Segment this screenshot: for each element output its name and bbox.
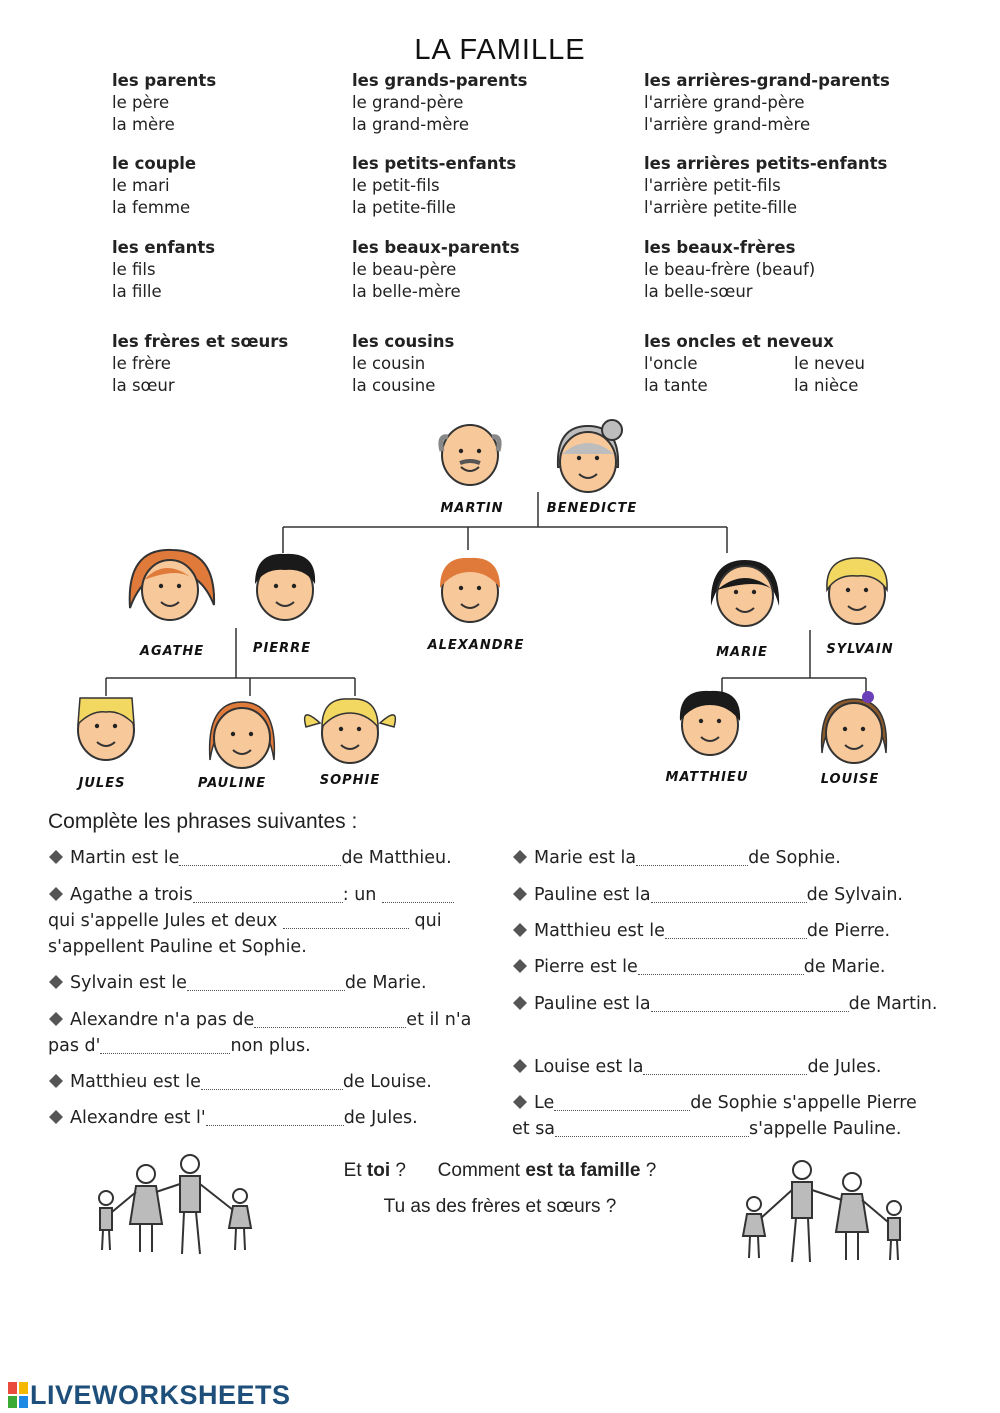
sentence-text: Pauline est la	[534, 994, 651, 1014]
question-word: famille	[580, 1160, 641, 1181]
vocab-word: le neveu	[794, 354, 865, 373]
matthieu-face-icon	[680, 691, 740, 755]
diamond-bullet-icon	[48, 1073, 64, 1089]
diamond-bullet-icon	[512, 1058, 528, 1074]
martin-face-icon	[441, 425, 499, 485]
answer-blank[interactable]	[254, 1009, 406, 1028]
vocab-word: le mari	[112, 176, 170, 195]
question-word: ta	[558, 1160, 575, 1181]
vocab-word: le frère	[112, 354, 171, 373]
vocab-word: la cousine	[352, 376, 436, 395]
name-agathe: AGATHE	[139, 644, 205, 659]
name-sylvain: SYLVAIN	[826, 642, 894, 657]
sentence-r2	[512, 882, 903, 908]
sentence-text: pas d'	[48, 1036, 101, 1056]
name-marie: MARIE	[716, 645, 768, 660]
vocab-word: la grand-mère	[352, 115, 469, 134]
agathe-face-icon	[130, 550, 214, 620]
sentence-text: Alexandre est l'	[70, 1108, 206, 1128]
vocab-arrieres-petits-enfants	[644, 153, 887, 219]
answer-blank[interactable]	[206, 1107, 344, 1126]
sentence-text: Le	[534, 1093, 555, 1113]
answer-blank[interactable]	[187, 972, 345, 991]
answer-blank[interactable]	[554, 1092, 690, 1111]
vocab-heading: les beaux-frères	[644, 238, 796, 257]
vocab-heading: les beaux-parents	[352, 238, 520, 257]
sentence-text: Pierre est le	[534, 957, 638, 977]
sentence-text: et il n'a	[406, 1010, 472, 1030]
sentence-text: qui	[414, 911, 442, 931]
diamond-bullet-icon	[48, 886, 64, 902]
sentence-text: et sa	[512, 1119, 556, 1139]
vocab-heading: les frères et sœurs	[112, 332, 289, 351]
sentence-r4	[512, 954, 885, 980]
logo-mark-icon	[8, 1382, 28, 1408]
diamond-bullet-icon	[512, 886, 528, 902]
question-word: ?	[395, 1160, 406, 1181]
answer-blank[interactable]	[179, 847, 341, 866]
vocab-word: l'arrière grand-père	[644, 93, 805, 112]
name-pauline: PAULINE	[197, 776, 267, 791]
answer-blank[interactable]	[643, 1056, 807, 1075]
sentence-6	[48, 1105, 418, 1131]
diamond-bullet-icon	[512, 995, 528, 1011]
vocab-cousins	[352, 331, 454, 397]
sentence-text: de Pierre.	[806, 921, 891, 941]
sentence-text: Martin est le	[70, 848, 180, 868]
jules-face-icon	[78, 698, 134, 760]
vocab-freres-soeurs	[112, 331, 288, 397]
sentence-text: Agathe a trois	[70, 885, 193, 905]
diamond-bullet-icon	[512, 958, 528, 974]
answer-blank[interactable]	[382, 884, 454, 903]
vocab-heading: les arrières petits-enfants	[644, 154, 888, 173]
vocab-heading: les grands-parents	[352, 71, 528, 90]
sentence-4	[48, 1007, 498, 1059]
sentence-r3	[512, 918, 890, 944]
vocab-word: l'arrière petite-fille	[644, 198, 798, 217]
sentence-text: Louise est la	[534, 1057, 644, 1077]
question-line-2: Tu as des frères et sœurs ?	[383, 1196, 617, 1217]
sylvain-face-icon	[827, 558, 887, 624]
vocab-word: le père	[112, 93, 170, 112]
vocab-heading: les enfants	[112, 238, 216, 257]
answer-blank[interactable]	[651, 884, 807, 903]
answer-blank[interactable]	[651, 993, 849, 1012]
family-drawing-left-icon	[88, 1150, 268, 1260]
louise-face-icon	[822, 691, 887, 763]
vocab-word: la belle-sœur	[644, 282, 753, 301]
sentence-text: de Sophie.	[748, 848, 841, 868]
vocab-heading: les parents	[112, 71, 217, 90]
diamond-bullet-icon	[48, 1109, 64, 1125]
vocab-petits-enfants	[352, 153, 516, 219]
vocab-word: la tante	[644, 376, 708, 395]
sentence-text: de Marie.	[344, 973, 427, 993]
vocab-word: la fille	[112, 282, 162, 301]
vocab-word: le cousin	[352, 354, 426, 373]
vocab-heading: les petits-enfants	[352, 154, 517, 173]
vocab-beaux-parents	[352, 237, 520, 303]
sentence-r6	[512, 1054, 881, 1080]
question-word: Et	[343, 1160, 362, 1181]
vocab-enfants	[112, 237, 215, 303]
name-louise: LOUISE	[820, 772, 880, 787]
sentence-text: de Martin.	[848, 994, 938, 1014]
vocab-word: le fils	[112, 260, 156, 279]
sophie-face-icon	[305, 699, 396, 763]
sentence-r7	[512, 1090, 962, 1142]
pauline-face-icon	[210, 702, 275, 768]
exercise-title: Complète les phrases suivantes :	[48, 810, 358, 833]
family-tree	[0, 410, 1000, 810]
diamond-bullet-icon	[48, 974, 64, 990]
answer-blank[interactable]	[193, 884, 343, 903]
sentence-3	[48, 970, 427, 996]
answer-blank[interactable]	[636, 847, 748, 866]
question-word: toi	[366, 1160, 391, 1181]
vocab-word: le beau-frère (beauf)	[644, 260, 816, 279]
question-word: Comment	[437, 1160, 521, 1181]
vocab-couple	[112, 153, 196, 219]
sentence-text: Matthieu est le	[534, 921, 665, 941]
vocab-beaux-freres	[644, 237, 815, 303]
diamond-bullet-icon	[512, 849, 528, 865]
name-alexandre: ALEXANDRE	[427, 638, 525, 653]
sentence-text: de Louise.	[342, 1072, 432, 1092]
vocab-word: la belle-mère	[352, 282, 461, 301]
page-title: LA FAMILLE	[414, 34, 586, 66]
sentence-text: de Jules.	[343, 1108, 418, 1128]
vocab-word: le beau-père	[352, 260, 457, 279]
vocab-word: l'arrière grand-mère	[644, 115, 811, 134]
answer-blank[interactable]	[555, 1118, 749, 1137]
vocab-row	[644, 375, 865, 397]
name-benedicte: BENEDICTE	[546, 501, 638, 516]
question-word: est	[525, 1160, 553, 1181]
diamond-bullet-icon	[512, 1094, 528, 1110]
vocab-oncles-neveux	[644, 331, 865, 397]
vocab-word: la mère	[112, 115, 175, 134]
benedicte-face-icon	[558, 420, 622, 492]
sentence-text: de Marie.	[803, 957, 886, 977]
sentence-text: de Sophie s'appelle Pierre	[690, 1093, 917, 1113]
sentence-5	[48, 1069, 432, 1095]
sentence-text: de Matthieu.	[341, 848, 452, 868]
vocab-word: la femme	[112, 198, 191, 217]
alexandre-face-icon	[440, 558, 500, 622]
vocab-word: le grand-père	[352, 93, 464, 112]
name-jules: JULES	[78, 776, 126, 791]
name-pierre: PIERRE	[252, 641, 312, 656]
vocab-word: la nièce	[794, 376, 859, 395]
sentence-r1	[512, 845, 841, 871]
name-sophie: SOPHIE	[319, 773, 381, 788]
answer-blank[interactable]	[283, 910, 409, 929]
vocab-grands-parents	[352, 70, 527, 136]
vocab-parents	[112, 70, 216, 136]
vocab-word: la petite-fille	[352, 198, 456, 217]
sentence-text: qui s'appelle Jules et deux	[48, 911, 278, 931]
vocab-heading: les oncles et neveux	[644, 332, 834, 351]
sentence-text: de Jules.	[807, 1057, 882, 1077]
diamond-bullet-icon	[48, 1011, 64, 1027]
question-word: ?	[645, 1160, 657, 1181]
vocab-word: le petit-fils	[352, 176, 440, 195]
vocab-heading: les cousins	[352, 332, 455, 351]
family-drawing-right-icon	[732, 1158, 912, 1268]
sentence-r5	[512, 991, 937, 1017]
diamond-bullet-icon	[512, 922, 528, 938]
answer-blank[interactable]	[638, 956, 804, 975]
answer-blank[interactable]	[665, 920, 807, 939]
sentence-text: Pauline est la	[534, 885, 651, 905]
logo-text: LIVEWORKSHEETS	[30, 1380, 291, 1410]
sentence-text: Sylvain est le	[70, 973, 187, 993]
answer-blank[interactable]	[201, 1071, 343, 1090]
sentence-1	[48, 845, 452, 871]
sentence-text: Matthieu est le	[70, 1072, 201, 1092]
sentence-text: non plus.	[230, 1036, 311, 1056]
sentence-2	[48, 882, 488, 960]
diamond-bullet-icon	[48, 849, 64, 865]
name-martin: MARTIN	[440, 501, 504, 516]
liveworksheets-logo	[8, 1380, 291, 1411]
vocab-heading: le couple	[112, 154, 197, 173]
sentence-text: de Sylvain.	[806, 885, 903, 905]
pierre-face-icon	[255, 554, 315, 620]
sentence-text: : un	[342, 885, 377, 905]
answer-blank[interactable]	[100, 1035, 230, 1054]
sentence-text: Marie est la	[534, 848, 637, 868]
vocab-word: l'oncle	[644, 354, 698, 373]
marie-face-icon	[711, 560, 779, 626]
vocab-word: la sœur	[112, 376, 175, 395]
name-matthieu: MATTHIEU	[665, 770, 749, 785]
sentence-text: s'appellent Pauline et Sophie.	[48, 937, 307, 957]
vocab-heading: les arrières-grand-parents	[644, 71, 890, 90]
sentence-text: s'appelle Pauline.	[749, 1119, 902, 1139]
vocab-arrieres-grand-parents	[644, 70, 890, 136]
vocab-row	[644, 353, 865, 375]
sentence-text: Alexandre n'a pas de	[70, 1010, 255, 1030]
vocab-word: l'arrière petit-fils	[644, 176, 781, 195]
